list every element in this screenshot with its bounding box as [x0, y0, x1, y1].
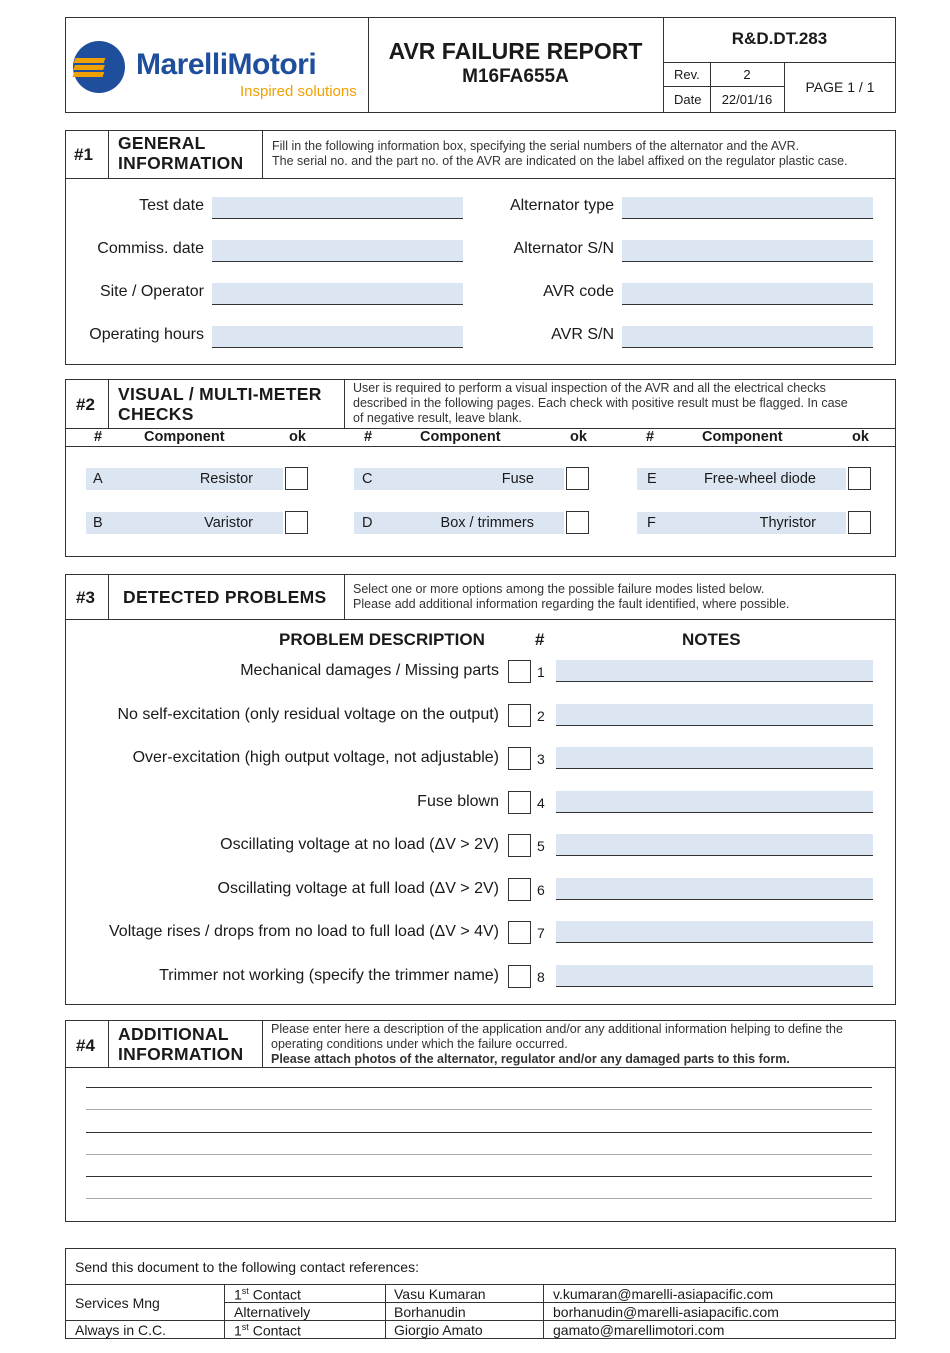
- section-divider: [262, 130, 263, 178]
- section-divider: [108, 1020, 109, 1067]
- ordinal: 1: [234, 1322, 242, 1339]
- site-operator-field[interactable]: [212, 283, 463, 305]
- problem-description: Voltage rises / drops from no load to full load (ΔV > 4V): [109, 923, 499, 940]
- logo-name: MarelliMotori: [136, 48, 317, 81]
- section-divider: [108, 574, 109, 619]
- section-4-note-line: Please enter here a description of the application and/or any additional information helping to define the: [271, 1022, 843, 1036]
- section-3-number: #3: [76, 588, 95, 607]
- check-fuse-checkbox[interactable]: [566, 467, 589, 490]
- contact-word: Contact: [248, 1322, 301, 1339]
- contacts-col-divider: [224, 1284, 225, 1339]
- section-1-title: [118, 133, 243, 173]
- header-divider: [663, 86, 784, 87]
- section-4-number: #4: [76, 1036, 95, 1055]
- section-4-note-line: operating conditions under which the failure occurred.: [271, 1037, 568, 1051]
- problem-7-notes-field[interactable]: [556, 921, 873, 943]
- section-1-title-line: INFORMATION: [118, 153, 244, 173]
- section-2-note-line: described in the following pages. Each check with positive result must be flagged. In case: [353, 396, 848, 410]
- problem-1-notes-field[interactable]: [556, 660, 873, 682]
- col-ok: ok: [570, 429, 587, 445]
- problem-8-checkbox[interactable]: [508, 965, 531, 988]
- test-date-label: Test date: [139, 197, 204, 214]
- problem-description: Oscillating voltage at full load (ΔV > 2V): [217, 880, 499, 897]
- problem-number: 5: [537, 838, 545, 854]
- problem-3-notes-field[interactable]: [556, 747, 873, 769]
- check-id: C: [362, 471, 373, 487]
- check-thyristor-checkbox[interactable]: [848, 511, 871, 534]
- avr-code-label: AVR code: [543, 283, 614, 300]
- alternator-type-label: Alternator type: [509, 197, 614, 214]
- problem-number: 7: [537, 925, 545, 941]
- check-id: A: [93, 471, 103, 487]
- document-title: AVR FAILURE REPORT: [388, 38, 643, 64]
- col-component: Component: [702, 429, 783, 445]
- avr-sn-label: AVR S/N: [551, 326, 614, 343]
- section-4-note: [271, 1022, 843, 1067]
- contacts-intro: Send this document to the following contact references:: [75, 1259, 419, 1275]
- check-row-thyristor: [637, 512, 846, 534]
- contact-email-link[interactable]: borhanudin@marelli-asiapacific.com: [553, 1304, 779, 1320]
- section-1-header-rule: [65, 178, 896, 179]
- check-row-free-wheel-diode: [637, 468, 846, 490]
- check-id: B: [93, 515, 103, 531]
- check-row-fuse: [354, 468, 564, 490]
- avr-code-field[interactable]: [622, 283, 873, 305]
- section-divider: [262, 1020, 263, 1067]
- check-row-resistor: [86, 468, 283, 490]
- date-value: 22/01/16: [721, 92, 773, 107]
- document-code: R&D.DT.283: [731, 29, 828, 48]
- check-free-wheel-diode-checkbox[interactable]: [848, 467, 871, 490]
- section-3-note-line: Select one or more options among the possible failure modes listed below.: [353, 582, 765, 596]
- section-2-title-line: CHECKS: [118, 404, 194, 424]
- section-3-note-line: Please add additional information regarding the fault identified, where possible.: [353, 597, 790, 611]
- rev-label: Rev.: [674, 67, 700, 82]
- section-2-note-line: User is required to perform a visual inspection of the AVR and all the electrical checks: [353, 381, 826, 395]
- col-hash: #: [94, 429, 103, 445]
- check-name: Varistor: [204, 515, 253, 531]
- problem-7-checkbox[interactable]: [508, 921, 531, 944]
- section-2-number: #2: [76, 395, 95, 414]
- check-id: D: [362, 515, 373, 531]
- check-name: Resistor: [199, 471, 253, 487]
- check-id: F: [647, 515, 656, 531]
- col-hash: #: [646, 429, 655, 445]
- avr-sn-field[interactable]: [622, 326, 873, 348]
- problem-6-notes-field[interactable]: [556, 878, 873, 900]
- check-resistor-checkbox[interactable]: [285, 467, 308, 490]
- logo-tagline: Inspired solutions: [240, 83, 357, 100]
- contact-email-link[interactable]: gamato@marellimotori.com: [553, 1322, 725, 1338]
- section-1-number: #1: [74, 145, 93, 164]
- problem-description: No self-excitation (only residual voltage on the output): [117, 706, 499, 723]
- check-name: Thyristor: [759, 515, 816, 531]
- section-1-note-line: The serial no. and the part no. of the AVR are indicated on the label affixed on the regulator plastic case.: [272, 154, 848, 168]
- writing-line[interactable]: [86, 1087, 872, 1088]
- col-hash: #: [364, 429, 373, 445]
- problem-description-heading: PROBLEM DESCRIPTION: [279, 630, 485, 649]
- col-component: Component: [420, 429, 501, 445]
- section-3-note: [353, 582, 789, 612]
- check-row-box-trimmers: [354, 512, 564, 534]
- writing-line[interactable]: [86, 1109, 872, 1110]
- section-1-note-line: Fill in the following information box, specifying the serial numbers of the alternator and the AVR.: [272, 139, 800, 153]
- ordinal: 1: [234, 1286, 242, 1303]
- site-operator-label: Site / Operator: [99, 283, 204, 300]
- writing-line[interactable]: [86, 1198, 872, 1199]
- contacts-col-divider: [385, 1284, 386, 1339]
- section-2-colhead-rule: [65, 446, 896, 447]
- section-3-header-rule: [65, 619, 896, 620]
- check-name: Free-wheel diode: [703, 471, 816, 487]
- section-1-note: [272, 139, 848, 169]
- contacts-rule: [224, 1302, 896, 1303]
- contacts-rule: [65, 1284, 896, 1285]
- section-4-title-line: ADDITIONAL: [118, 1024, 229, 1044]
- operating-hours-label: Operating hours: [89, 326, 204, 343]
- section-2-title-line: VISUAL / MULTI-METER: [118, 384, 322, 404]
- contact-name: Vasu Kumaran: [394, 1286, 486, 1302]
- commiss-date-label: Commiss. date: [97, 240, 204, 257]
- check-name: Box / trimmers: [440, 515, 534, 531]
- problem-number: 2: [537, 708, 545, 724]
- section-4-note-bold: Please attach photos of the alternator, regulator and/or any damaged parts to this form.: [271, 1052, 790, 1066]
- problem-5-checkbox[interactable]: [508, 834, 531, 857]
- section-4-title-line: INFORMATION: [118, 1044, 244, 1064]
- header-divider: [663, 62, 896, 63]
- contacts-rule: [65, 1320, 896, 1321]
- col-ok: ok: [289, 429, 306, 445]
- problem-description: Over-excitation (high output voltage, not adjustable): [132, 749, 499, 766]
- date-label: Date: [674, 92, 702, 107]
- check-row-varistor: [86, 512, 283, 534]
- operating-hours-field[interactable]: [212, 326, 463, 348]
- section-divider: [108, 379, 109, 428]
- problem-number-heading: #: [535, 630, 545, 649]
- services-mng-label: Services Mng: [75, 1295, 160, 1311]
- section-4-header-rule: [65, 1067, 896, 1068]
- writing-line[interactable]: [86, 1132, 872, 1133]
- writing-line[interactable]: [86, 1176, 872, 1177]
- page-number: PAGE 1 / 1: [805, 79, 875, 95]
- problem-5-notes-field[interactable]: [556, 834, 873, 856]
- section-divider: [344, 574, 345, 619]
- header-divider: [368, 17, 369, 113]
- first-contact-label: [234, 1286, 301, 1303]
- problem-4-notes-field[interactable]: [556, 791, 873, 813]
- document-subtitle: M16FA655A: [462, 66, 569, 87]
- problem-description: Mechanical damages / Missing parts: [240, 662, 499, 679]
- alternatively-label: Alternatively: [234, 1304, 311, 1320]
- company-logo: [72, 38, 362, 104]
- check-box-trimmers-checkbox[interactable]: [566, 511, 589, 534]
- problem-number: 4: [537, 795, 545, 811]
- logo-emblem-icon: [72, 40, 126, 94]
- col-ok: ok: [852, 429, 869, 445]
- problem-2-notes-field[interactable]: [556, 704, 873, 726]
- notes-heading: NOTES: [682, 630, 741, 649]
- contact-email-link[interactable]: v.kumaran@marelli-asiapacific.com: [553, 1286, 774, 1302]
- rev-value: 2: [743, 67, 751, 82]
- section-3-title: DETECTED PROBLEMS: [123, 587, 327, 607]
- ordinal-suffix: st: [241, 1286, 249, 1296]
- check-id: E: [647, 471, 657, 487]
- check-varistor-checkbox[interactable]: [285, 511, 308, 534]
- section-2-note: [353, 381, 888, 426]
- contacts-col-divider: [543, 1284, 544, 1339]
- alternator-sn-field[interactable]: [622, 240, 873, 262]
- test-date-field[interactable]: [212, 197, 463, 219]
- section-2-title: [118, 384, 322, 424]
- problem-number: 6: [537, 882, 545, 898]
- contact-name: Giorgio Amato: [394, 1322, 483, 1338]
- first-contact-label: [234, 1322, 301, 1339]
- check-name: Fuse: [501, 471, 534, 487]
- section-divider: [108, 130, 109, 178]
- problem-2-checkbox[interactable]: [508, 704, 531, 727]
- problem-description: Oscillating voltage at no load (ΔV > 2V): [220, 836, 499, 853]
- section-divider: [344, 379, 345, 428]
- problem-8-notes-field[interactable]: [556, 965, 873, 987]
- ordinal-suffix: st: [241, 1322, 249, 1332]
- alternator-type-field[interactable]: [622, 197, 873, 219]
- problem-number: 1: [537, 664, 545, 680]
- section-2-note-line: of negative result, leave blank.: [353, 411, 522, 425]
- col-component: Component: [144, 429, 225, 445]
- problem-3-checkbox[interactable]: [508, 747, 531, 770]
- problem-number: 3: [537, 751, 545, 767]
- contact-word: Contact: [248, 1286, 301, 1303]
- section-4-title: [118, 1024, 243, 1064]
- problem-description: Fuse blown: [417, 793, 499, 810]
- problem-description: Trimmer not working (specify the trimmer name): [159, 967, 499, 984]
- cc-label: Always in C.C.: [75, 1322, 167, 1338]
- problem-number: 8: [537, 969, 545, 985]
- problem-6-checkbox[interactable]: [508, 878, 531, 901]
- section-1-title-line: GENERAL: [118, 133, 206, 153]
- alternator-sn-label: Alternator S/N: [513, 240, 614, 257]
- problem-1-checkbox[interactable]: [508, 660, 531, 683]
- commiss-date-field[interactable]: [212, 240, 463, 262]
- writing-line[interactable]: [86, 1154, 872, 1155]
- problem-4-checkbox[interactable]: [508, 791, 531, 814]
- contact-name: Borhanudin: [394, 1304, 466, 1320]
